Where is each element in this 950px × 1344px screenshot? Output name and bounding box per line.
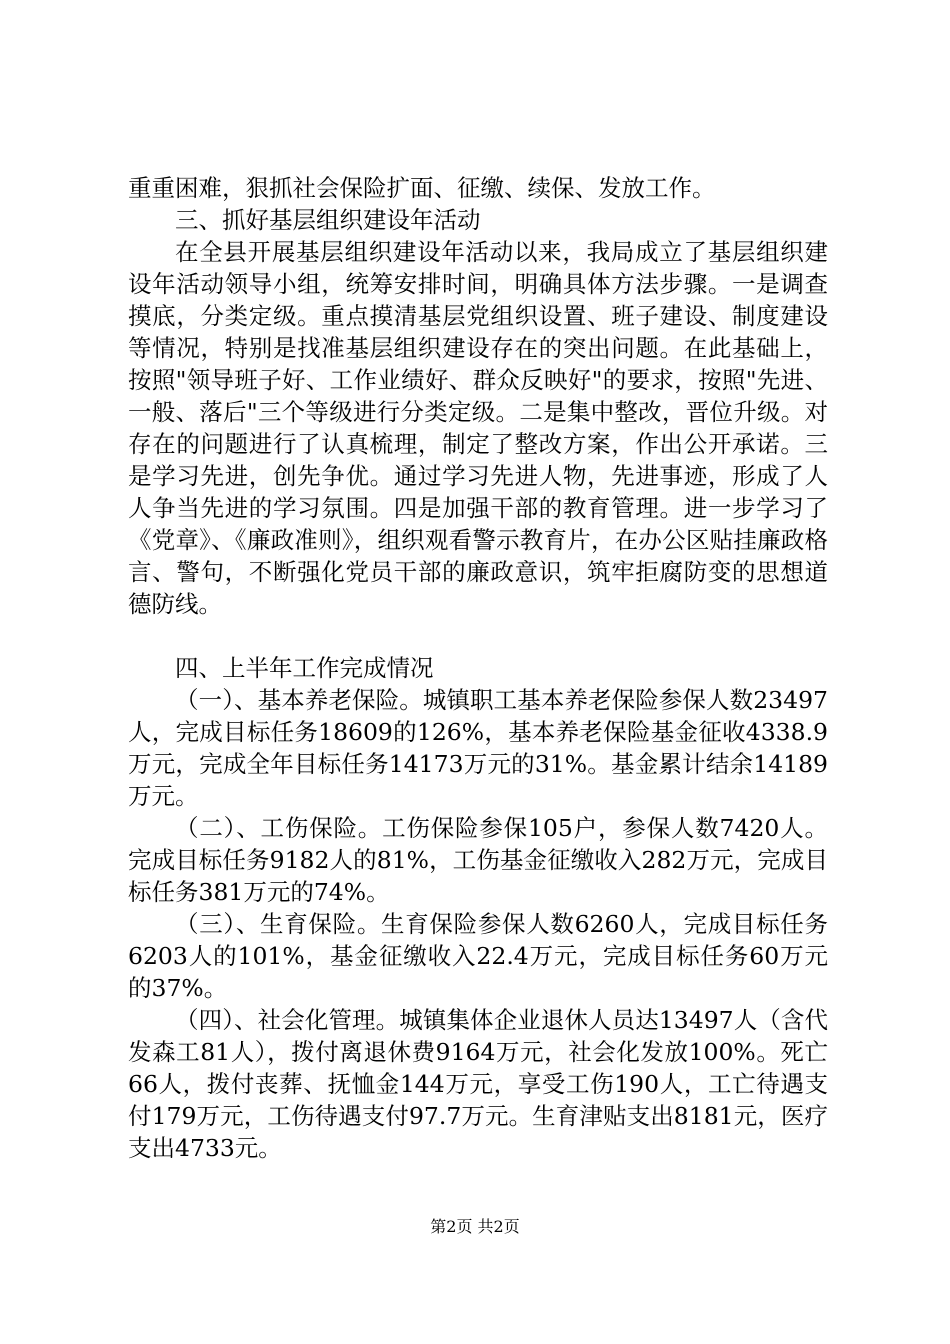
paragraph-social-management: （四）、社会化管理。城镇集体企业退休人员达13497人（含代发森工81人），拨付离退休费9164万元，社会化发放100%。死亡66人，拨付丧葬、抚恤金144万元，享受工伤190人，工亡待遇支付179万元，工伤待遇支付97.7万元。生育津贴支出8181元，医疗支出4733元。 [128,1006,828,1162]
paragraph-org-building: 在全县开展基层组织建设年活动以来，我局成立了基层组织建设年活动领导小组，统筹安排时间，明确具体方法步骤。一是调查摸底，分类定级。重点摸清基层党组织设置、班子建设、制度建设等情况，特别是找准基层组织建设存在的突出问题。在此基础上，按照"领导班子好、工作业绩好、群众反映好"的要求，按照"先进、一般、落后"三个等级进行分类定级。二是集中整改，晋位升级。对存在的问题进行了认真梳理，制定了整改方案，作出公开承诺。三是学习先进，创先争优。通过学习先进人物，先进事迹，形成了人人争当先进的学习氛围。四是加强干部的教育管理。进一步学习了《党章》、《廉政准则》，组织观看警示教育片，在办公区贴挂廉政格言、警句，不断强化党员干部的廉政意识，筑牢拒腐防变的思想道德防线。 [128,238,828,618]
paragraph-maternity-insurance: （三）、生育保险。生育保险参保人数6260人，完成目标任务6203人的101%，基金征缴收入22.4万元，完成目标任务60万元的37%。 [128,910,828,1002]
paragraph-gap [128,620,828,652]
section-heading-4: 四、上半年工作完成情况 [175,654,434,682]
paragraph-pension-insurance: （一）、基本养老保险。城镇职工基本养老保险参保人数23497人，完成目标任务18609的126%，基本养老保险基金征收4338.9万元，完成全年目标任务14173万元的31%。基金累计结余14189万元。 [128,686,828,810]
paragraph-injury-insurance: （二）、工伤保险。工伤保险参保105户，参保人数7420人。完成目标任务9182人的81%，工伤基金征缴收入282万元，完成目标任务381万元的74%。 [128,814,828,906]
section-heading-3: 三、抓好基层组织建设年活动 [175,206,481,234]
page-footer: 第2页 共2页 [430,1217,520,1236]
document-body [128,172,828,1164]
paragraph-continuation: 重重困难，狠抓社会保险扩面、征缴、续保、发放工作。 [128,174,716,202]
